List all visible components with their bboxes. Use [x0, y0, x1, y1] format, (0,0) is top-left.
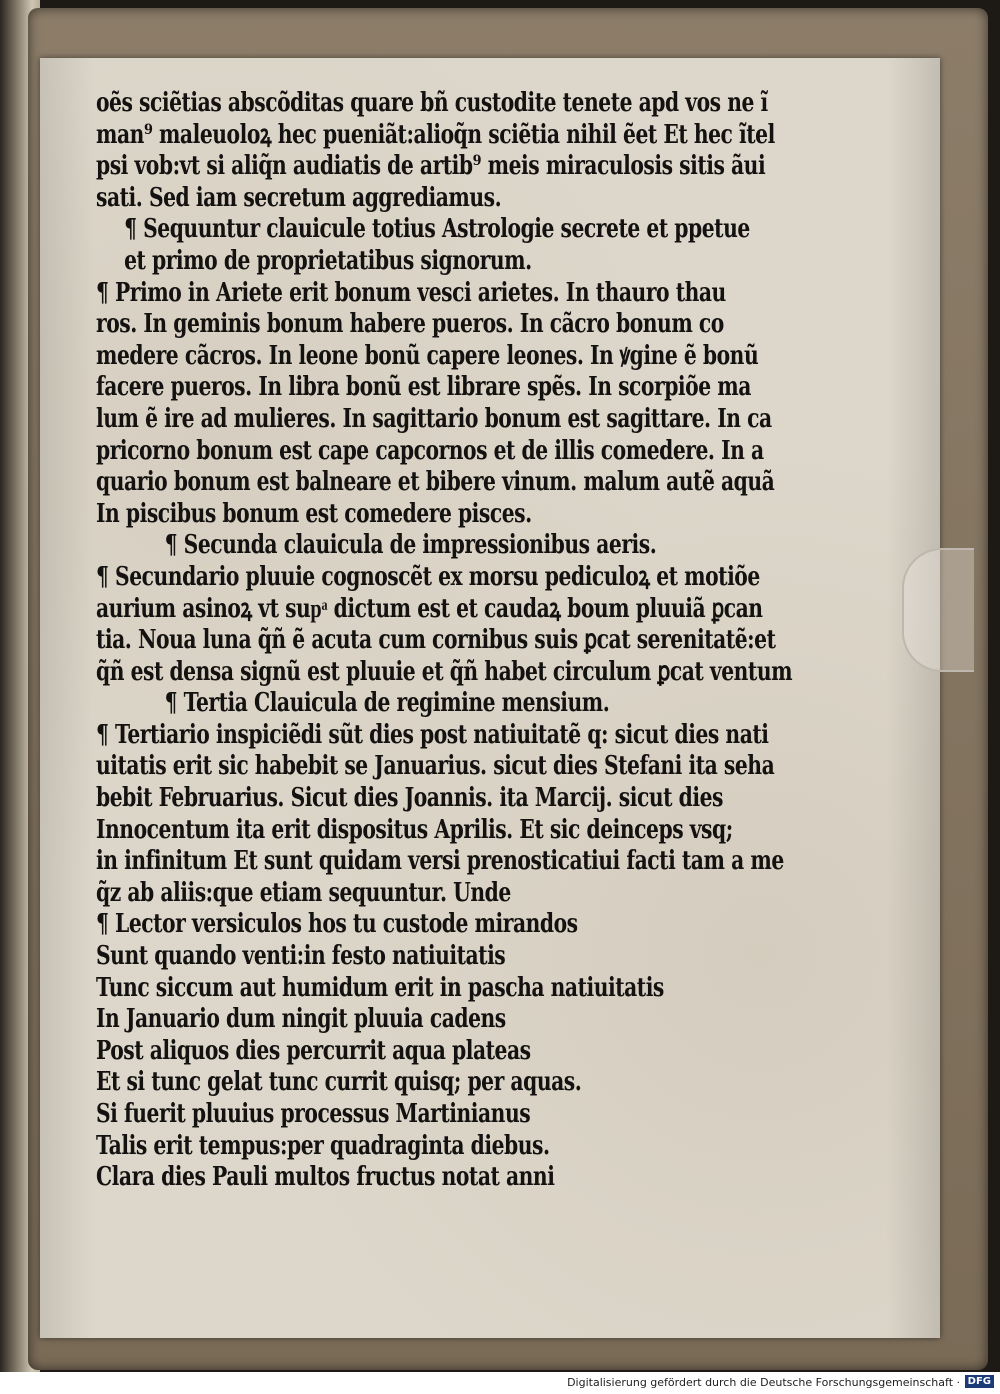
printed-text [96, 88, 856, 1194]
footer-bar [0, 1372, 1000, 1394]
text-line: man⁹ maleuoloꝝ hec pueniãt:alioq̃n sciẽtia nihil ẽet Et hec ĩtel [96, 119, 775, 150]
text-line: ¶ Primo in Ariete erit bonum vesci arietes. In thauro thau [96, 277, 726, 308]
text-line: Innocentum ita erit dispositus Aprilis. Et sic deinceps vsq; [96, 814, 733, 845]
text-line: bebit Februarius. Sicut dies Joannis. ita Marcij. sicut dies [96, 783, 723, 814]
verse-line: Clara dies Pauli multos fructus notat anni [96, 1162, 555, 1193]
verse-line: In Januario dum ningit pluuia cadens [96, 1004, 506, 1035]
text-line: pricorno bonum est cape capcornos et de illis comedere. In a [96, 435, 764, 466]
text-line: et primo de proprietatibus signorum. [124, 245, 532, 276]
text-line: q̃ñ est densa signũ est pluuie et q̃ñ habet circulum ꝑcat ventum [96, 656, 793, 687]
text-line: sati. Sed iam secretum aggrediamus. [96, 182, 502, 213]
page-clip [902, 548, 974, 672]
text-line: uitatis erit sic habebit se Januarius. sicut dies Stefani ita seha [96, 751, 775, 782]
verse-line: ¶ Lector versiculos hos tu custode mirandos [96, 909, 578, 940]
section-heading: ¶ Tertia Clauicula de regimine mensium. [164, 688, 610, 719]
dfg-logo: DFG [965, 1375, 994, 1388]
section-heading: ¶ Secunda clauicula de impressionibus aeris. [164, 530, 657, 561]
verse-line: Sunt quando venti:in festo natiuitatis [96, 941, 506, 972]
text-line: tia. Noua luna q̃ñ ẽ acuta cum cornibus suis ꝑcat serenitatẽ:et [96, 625, 776, 656]
text-line: psi vob:vt si aliq̃n audiatis de artib⁹ meis miraculosis sitis ãui [96, 151, 766, 182]
text-line: lum ẽ ire ad mulieres. In sagittario bonum est sagittare. In ca [96, 403, 772, 434]
verse-line: Post aliquos dies percurrit aqua plateas [96, 1035, 531, 1066]
text-line: in infinitum Et sunt quidam versi prenosticatiui facti tam a me [96, 846, 784, 877]
text-line: ¶ Tertiario inspiciẽdi sũt dies post natiuitatẽ q: sicut dies nati [96, 719, 769, 750]
text-line: ros. In geminis bonum habere pueros. In cãcro bonum co [96, 309, 724, 340]
text-line: facere pueros. In libra bonũ est librare spẽs. In scorpiõe ma [96, 372, 751, 403]
verse-line: Tunc siccum aut humidum erit in pascha natiuitatis [96, 972, 664, 1003]
text-line: quario bonum est balneare et bibere vinum. malum autẽ aquã [96, 467, 775, 498]
text-line: ¶ Secundario pluuie cognoscẽt ex morsu pediculoꝝ et motiõe [96, 561, 760, 592]
text-line: aurium asinoꝝ vt supͣ dictum est et caudaꝝ boum pluuiã ꝑcan [96, 593, 763, 624]
text-line: In piscibus bonum est comedere pisces. [96, 498, 532, 529]
section-heading: ¶ Sequuntur clauicule totius Astrologie secrete et ppetue [124, 214, 750, 245]
funding-credit: Digitalisierung gefördert durch die Deutsche Forschungsgemeinschaft · [567, 1376, 960, 1389]
text-line: q̃z ab aliis:que etiam sequuntur. Unde [96, 877, 511, 908]
text-line: medere cãcros. In leone bonũ capere leones. In ꝟgine ẽ bonũ [96, 340, 759, 371]
verse-line: Si fuerit pluuius processus Martinianus [96, 1099, 531, 1129]
text-line: oẽs sciẽtias abscõditas quare bñ custodite tenete apd vos ne ĩ [96, 88, 768, 118]
verse-line: Talis erit tempus:per quadraginta diebus. [96, 1130, 550, 1161]
verse-line: Et si tunc gelat tunc currit quisq; per aquas. [96, 1067, 582, 1098]
